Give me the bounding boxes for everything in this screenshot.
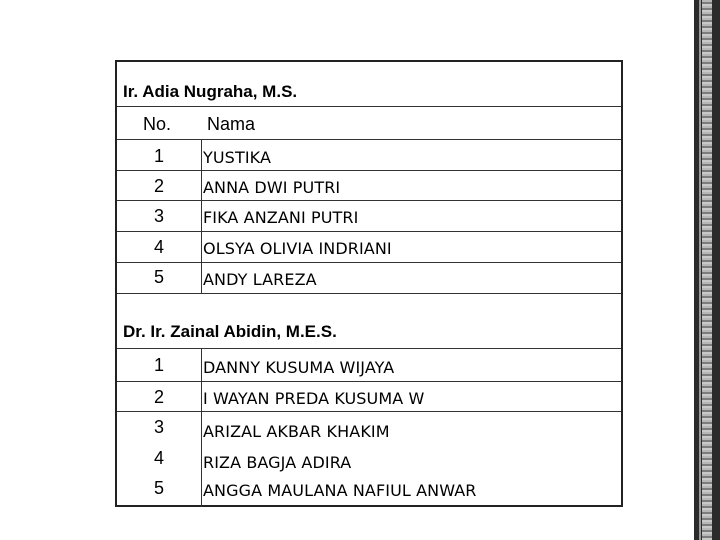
supervisor-1-name: Ir. Adia Nugraha, M.S. <box>123 82 298 101</box>
divider-line <box>117 231 621 232</box>
divider-line <box>117 381 621 382</box>
row-number: 3 <box>153 206 164 226</box>
column-header-no: No. <box>143 114 172 134</box>
student-name: ANGGA MAULANA NAFIUL ANWAR <box>203 481 477 500</box>
row-number: 4 <box>153 448 164 468</box>
divider-line <box>117 411 621 412</box>
row-number: 1 <box>153 355 164 375</box>
divider-line <box>117 139 621 140</box>
row-number: 3 <box>153 417 164 437</box>
row-number: 2 <box>153 176 164 196</box>
student-name: RIZA BAGJA ADIRA <box>203 453 352 472</box>
student-name: OLSYA OLIVIA INDRIANI <box>203 239 392 258</box>
divider-line <box>117 106 621 107</box>
divider-line <box>117 348 621 349</box>
student-name: YUSTIKA <box>203 148 271 167</box>
divider-line <box>117 262 621 263</box>
right-edge-scrollbar <box>694 0 720 540</box>
row-number: 5 <box>153 478 164 498</box>
divider-line <box>117 200 621 201</box>
edge-texture <box>702 0 712 540</box>
student-name: DANNY KUSUMA WIJAYA <box>203 358 395 377</box>
column-divider <box>201 139 202 294</box>
row-number: 2 <box>153 387 164 407</box>
student-name: I WAYAN PREDA KUSUMA W <box>203 389 425 408</box>
edge-highlight <box>699 0 701 540</box>
row-number: 5 <box>153 267 164 287</box>
supervisor-2-name: Dr. Ir. Zainal Abidin, M.E.S. <box>123 322 337 341</box>
divider-line <box>117 293 621 294</box>
row-number: 4 <box>153 237 164 257</box>
student-name: ARIZAL AKBAR KHAKIM <box>203 422 390 441</box>
student-name: ANNA DWI PUTRI <box>203 178 341 197</box>
student-name: FIKA ANZANI PUTRI <box>203 208 359 227</box>
student-supervisor-table <box>115 60 623 507</box>
column-header-nama: Nama <box>207 114 256 134</box>
column-divider <box>201 348 202 507</box>
divider-line <box>117 170 621 171</box>
row-number: 1 <box>153 146 164 166</box>
student-name: ANDY LAREZA <box>203 270 317 289</box>
